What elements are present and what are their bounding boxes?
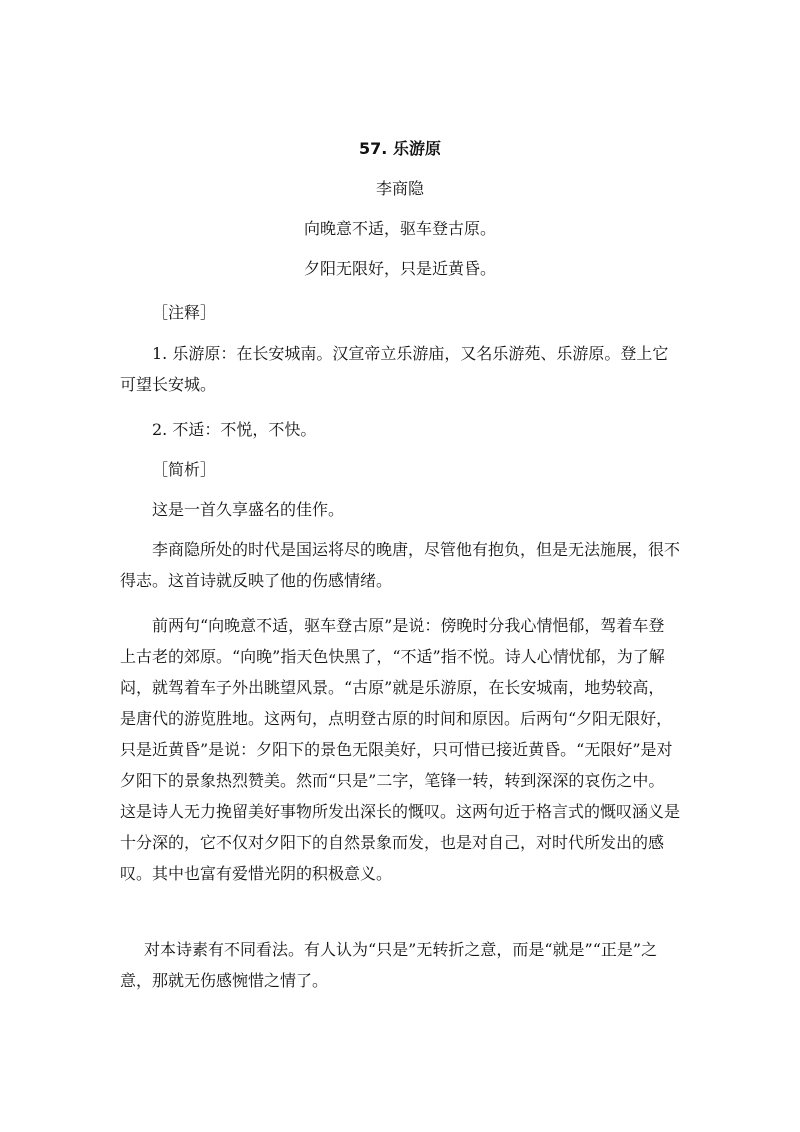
poem-title: 57. 乐游原 [359, 139, 441, 158]
poem-author: 李商隐 [375, 179, 424, 198]
annotation-note-2: 2. 不适：不悦，不快。 [152, 420, 317, 439]
analysis-paragraph-3: 前两句“向晚意不适，驱车登古原”是说：傍晚时分我心情悒郁，驾着车登上古老的郊原。“向晚”指天色快黑了，“不适”指不悦。诗人心情忧郁，为了解闷，就驾着车子外出眺望风景。“古原”就是乐游原，在长安城南，地势较高，是唐代的游览胜地。这两句，点明登古原的时间和原因。后两句“夕阳无限好，只是近黄昏”是说：夕阳下的景色无限美好，只可惜已接近黄昏。“无限好”是对夕阳下的景象热烈赞美。然而“只是”二字，笔锋一转，转到深深的哀伤之中。这是诗人无力挽留美好事物所发出深长的慨叹。这两句近于格言式的慨叹涵义是十分深的，它不仅对夕阳下的自然景象而发，也是对自己，对时代所发出的感叹。其中也富有爱惜光阴的积极意义。 [120, 616, 681, 883]
analysis-paragraph-2: 李商隐所处的时代是国运将尽的晚唐，尽管他有抱负，但是无法施展，很不得志。这首诗就反映了他的伤感情绪。 [120, 540, 681, 590]
annotation-note-1: 1. 乐游原：在长安城南。汉宣帝立乐游庙，又名乐游苑、乐游原。登上它可望长安城。 [120, 344, 669, 394]
poem-verse-line-1: 向晚意不适，驱车登古原。 [303, 219, 496, 238]
analysis-paragraph-4: 对本诗素有不同看法。有人认为“只是”无转折之意，而是“就是”“正是”之意，那就无伤感惋惜之情了。 [120, 940, 658, 990]
annotation-heading: ［注释］ [152, 303, 217, 322]
analysis-heading: ［简析］ [152, 460, 217, 479]
analysis-paragraph-1: 这是一首久享盛名的佳作。 [152, 500, 345, 519]
poem-verse-line-2: 夕阳无限好，只是近黄昏。 [303, 259, 496, 278]
